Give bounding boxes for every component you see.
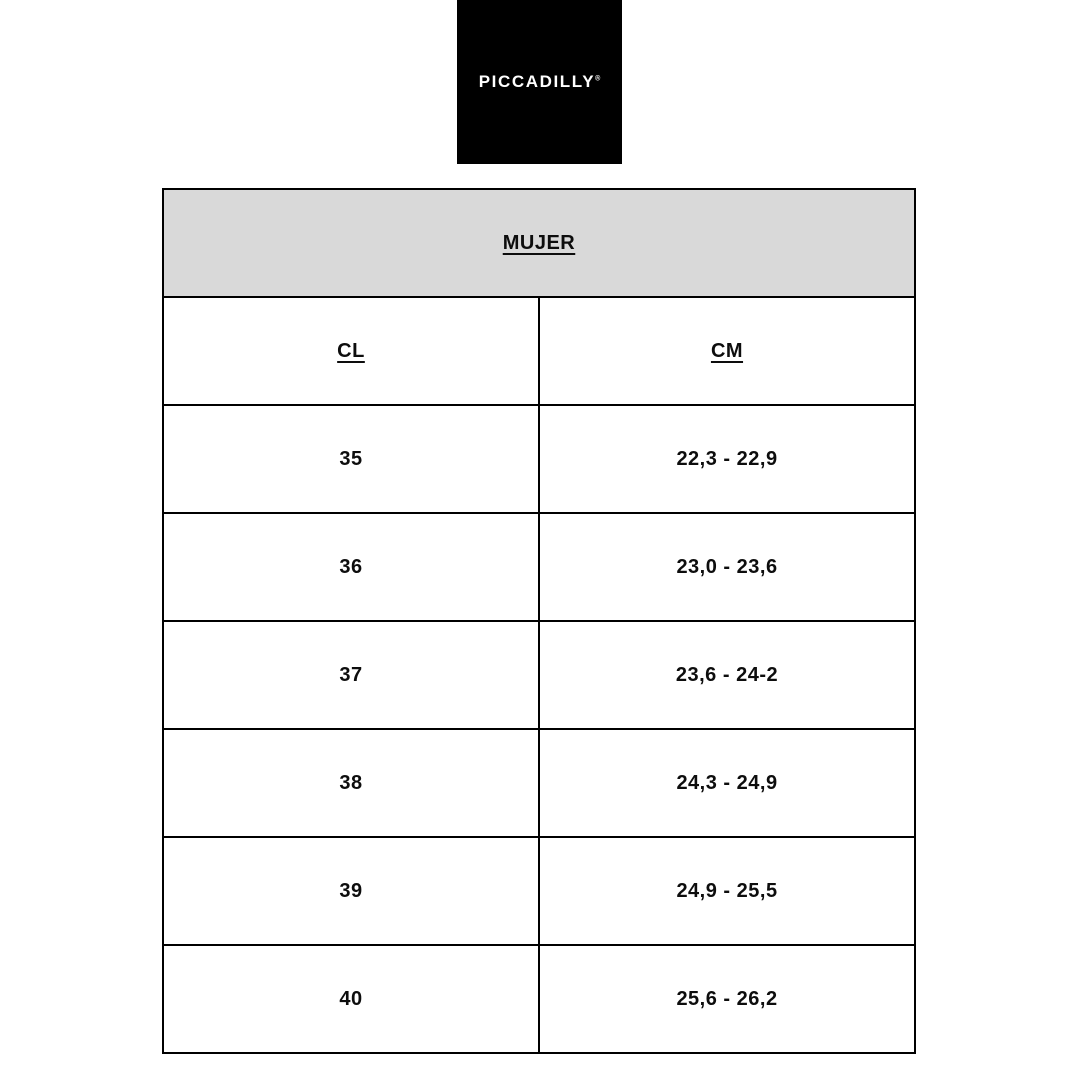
size-cell-cm: 23,0 - 23,6 (539, 513, 915, 621)
size-cell-cm: 23,6 - 24-2 (539, 621, 915, 729)
table-row (163, 945, 915, 1053)
size-cell-cm: 22,3 - 22,9 (539, 405, 915, 513)
brand-logo (457, 0, 622, 164)
table-row (163, 621, 915, 729)
size-cell-cl: 40 (163, 945, 539, 1053)
column-header-cm (539, 297, 915, 405)
size-cell-cm: 24,3 - 24,9 (539, 729, 915, 837)
brand-logo-text (479, 72, 601, 92)
size-cell-cl: 39 (163, 837, 539, 945)
size-cell-cl: 37 (163, 621, 539, 729)
table-title-row (163, 189, 915, 297)
size-cell-cl: 38 (163, 729, 539, 837)
size-cell-cm: 24,9 - 25,5 (539, 837, 915, 945)
table-title-cell (163, 189, 915, 297)
size-chart-table (162, 188, 916, 1054)
size-cell-cl: 36 (163, 513, 539, 621)
size-cell-cl: 35 (163, 405, 539, 513)
table-header-row (163, 297, 915, 405)
column-header-cm-label: CM (710, 339, 744, 362)
registered-trademark-symbol: ® (595, 75, 601, 83)
table-row (163, 405, 915, 513)
size-cell-cm: 25,6 - 26,2 (539, 945, 915, 1053)
column-header-cl-label: CL (337, 339, 365, 362)
table-row (163, 837, 915, 945)
brand-name: PICCADILLY (478, 72, 596, 91)
table-row (163, 513, 915, 621)
table-title: MUJER (502, 231, 576, 254)
column-header-cl (163, 297, 539, 405)
table-row (163, 729, 915, 837)
